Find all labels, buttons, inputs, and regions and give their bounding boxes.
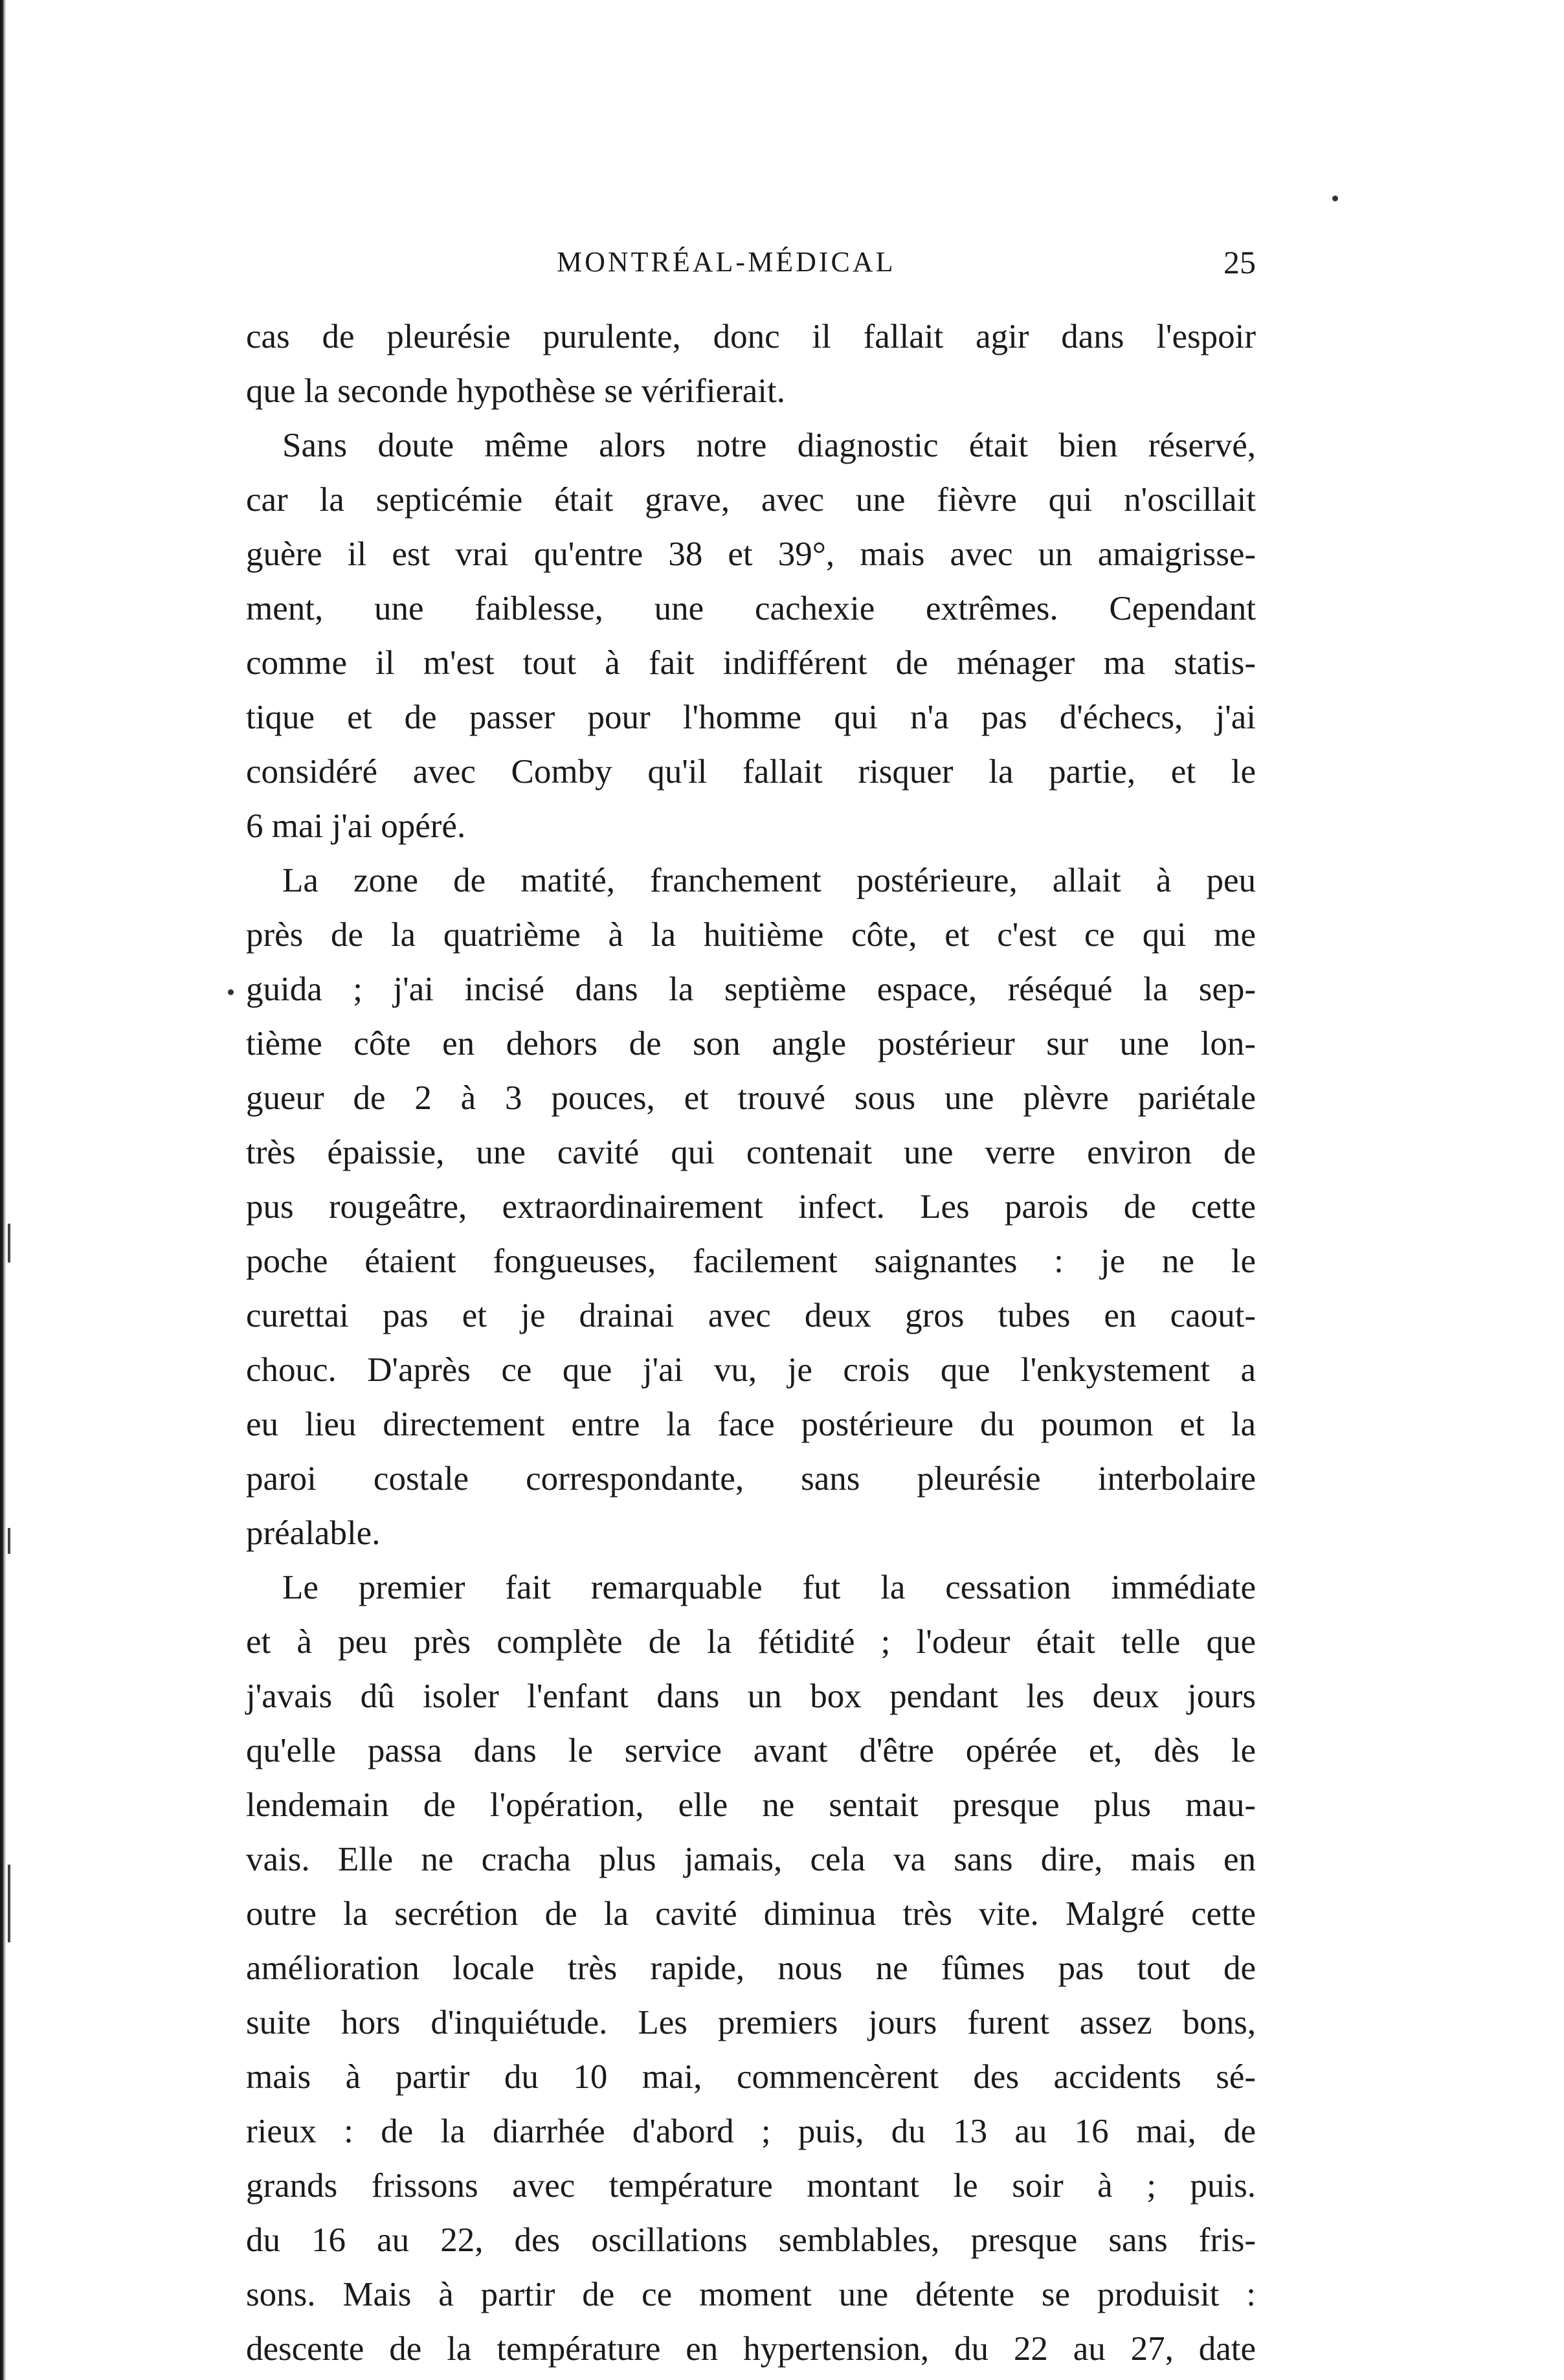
running-head bbox=[246, 240, 1256, 285]
text-line: car la septicémie était grave, avec une fièvre qui n'oscillait bbox=[246, 481, 1256, 519]
text-line: outre la secrétion de la cavité diminua très vite. Malgré cette bbox=[246, 1895, 1256, 1933]
text-line: tique et de passer pour l'homme qui n'a pas d'échecs, j'ai bbox=[246, 699, 1256, 736]
text-line: j'avais dû isoler l'enfant dans un box pendant les deux jours bbox=[246, 1678, 1256, 1715]
text-line: La zone de matité, franchement postérieure, allait à peu bbox=[282, 862, 1256, 899]
text-line: gueur de 2 à 3 pouces, et trouvé sous une plèvre pariétale bbox=[246, 1079, 1256, 1117]
text-line: grands frissons avec température montant le soir à ; puis. bbox=[246, 2167, 1256, 2205]
page-number: 25 bbox=[1223, 244, 1256, 280]
page-edge-mark bbox=[8, 1865, 10, 1942]
paragraph bbox=[246, 1560, 1256, 2376]
text-line: préalable. bbox=[246, 1514, 381, 1552]
text-line: vais. Elle ne cracha plus jamais, cela va sans dire, mais en bbox=[246, 1841, 1256, 1878]
text-line: rieux : de la diarrhée d'abord ; puis, du 13 au 16 mai, de bbox=[246, 2113, 1256, 2150]
text-line: cas de pleurésie purulente, donc il fallait agir dans l'espoir bbox=[246, 318, 1256, 355]
text-line: pus rougeâtre, extraordinairement infect. Les parois de cette bbox=[246, 1188, 1256, 1226]
text-line: très épaissie, une cavité qui contenait une verre environ de bbox=[246, 1134, 1256, 1171]
text-line: amélioration locale très rapide, nous ne fûmes pas tout de bbox=[246, 1949, 1256, 1987]
text-line: lendemain de l'opération, elle ne sentait presque plus mau- bbox=[246, 1786, 1256, 1824]
text-line: tième côte en dehors de son angle postérieur sur une lon- bbox=[246, 1025, 1256, 1062]
body-text bbox=[246, 309, 1256, 2376]
paragraph bbox=[246, 853, 1256, 1560]
text-line: que la seconde hypothèse se vérifierait. bbox=[246, 372, 785, 410]
stray-mark bbox=[228, 989, 234, 995]
text-line: et à peu près complète de la fétidité ; l'odeur était telle que bbox=[246, 1623, 1256, 1661]
text-line: qu'elle passa dans le service avant d'être opérée et, dès le bbox=[246, 1732, 1256, 1769]
paragraph bbox=[246, 418, 1256, 853]
text-line: poche étaient fongueuses, facilement saignantes : je ne le bbox=[246, 1242, 1256, 1280]
text-line: eu lieu directement entre la face postérieure du poumon et la bbox=[246, 1406, 1256, 1443]
text-line: sons. Mais à partir de ce moment une détente se produisit : bbox=[246, 2276, 1256, 2313]
text-line: mais à partir du 10 mai, commencèrent des accidents sé- bbox=[246, 2058, 1256, 2096]
page-edge-mark bbox=[8, 1224, 10, 1263]
text-line: paroi costale correspondante, sans pleurésie interbolaire bbox=[246, 1460, 1256, 1498]
stray-mark bbox=[1332, 196, 1338, 201]
text-line: guère il est vrai qu'entre 38 et 39°, mais avec un amaigrisse- bbox=[246, 535, 1256, 573]
text-line: considéré avec Comby qu'il fallait risquer la partie, et le bbox=[246, 753, 1256, 791]
page-edge-mark bbox=[8, 1528, 10, 1554]
text-line: descente de la température en hypertension, du 22 au 27, date bbox=[246, 2330, 1256, 2368]
text-line: Sans doute même alors notre diagnostic était bien réservé, bbox=[282, 427, 1256, 464]
text-line: chouc. D'après ce que j'ai vu, je crois que l'enkystement a bbox=[246, 1351, 1256, 1389]
text-line: suite hors d'inquiétude. Les premiers jours furent assez bons, bbox=[246, 2004, 1256, 2041]
text-line: près de la quatrième à la huitième côte, et c'est ce qui me bbox=[246, 916, 1256, 954]
paragraph bbox=[246, 309, 1256, 418]
page-edge-rule bbox=[0, 0, 6, 2380]
text-line: ment, une faiblesse, une cachexie extrêmes. Cependant bbox=[246, 590, 1256, 627]
text-line: Le premier fait remarquable fut la cessation immédiate bbox=[282, 1569, 1256, 1606]
journal-title: MONTRÉAL-MÉDICAL bbox=[557, 246, 896, 278]
text-line: comme il m'est tout à fait indifférent de ménager ma statis- bbox=[246, 644, 1256, 682]
text-line: curettai pas et je drainai avec deux gros tubes en caout- bbox=[246, 1297, 1256, 1334]
text-line: du 16 au 22, des oscillations semblables, presque sans fris- bbox=[246, 2221, 1256, 2259]
text-line: 6 mai j'ai opéré. bbox=[246, 807, 466, 845]
text-line: guida ; j'ai incisé dans la septième espace, réséqué la sep- bbox=[246, 971, 1256, 1008]
